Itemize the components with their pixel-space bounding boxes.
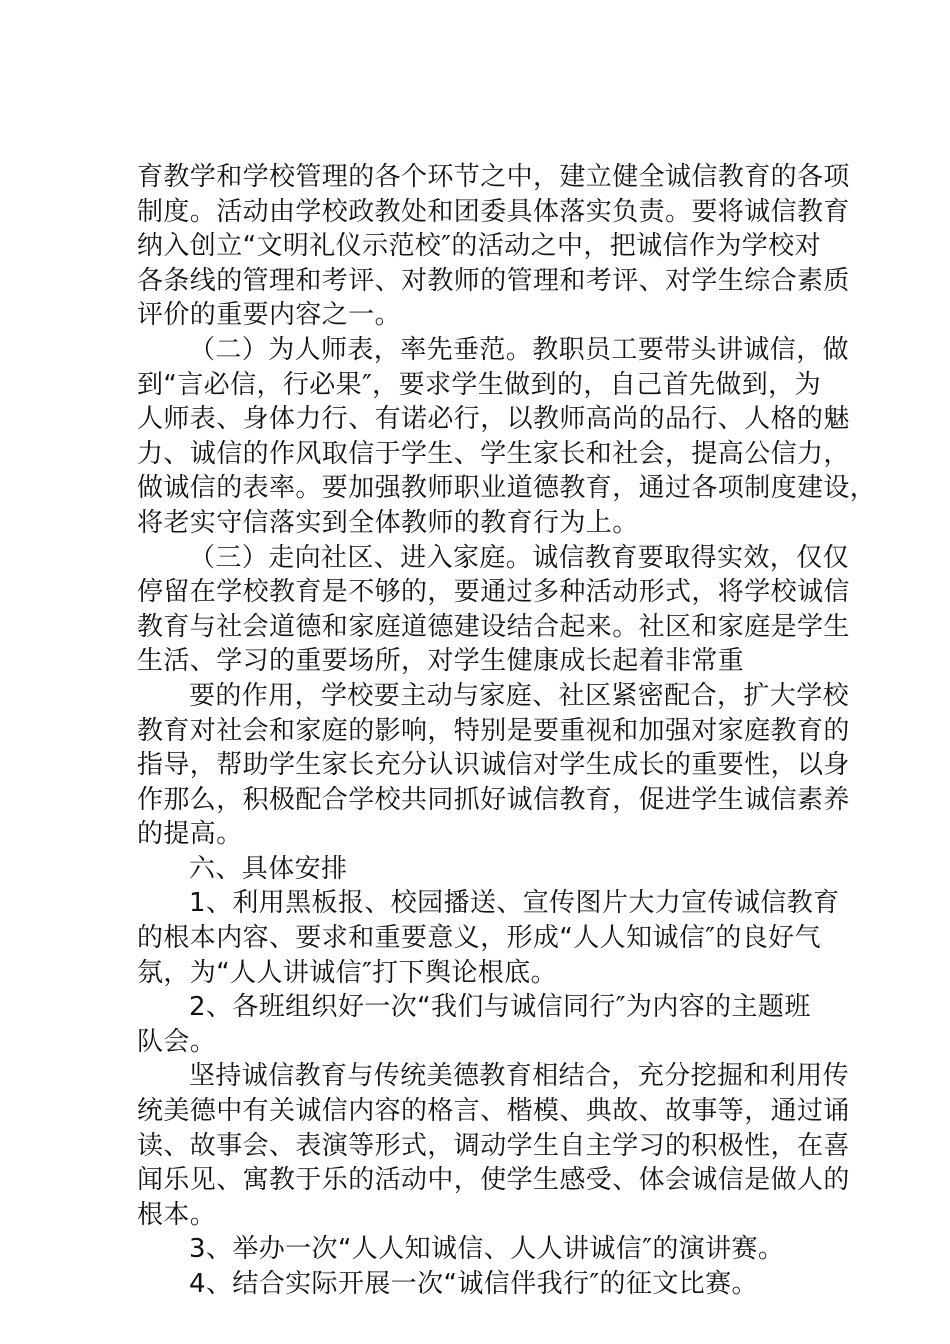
text-line: 3、举办一次“人人知诚信、人人讲诚信″的演讲赛。 <box>189 1234 785 1265</box>
text-line: 2、各班组织好一次“我们与诚信同行″为内容的主题班 <box>189 992 811 1023</box>
text-line: 停留在学校教育是不够的，要通过多种活动形式，将学校诚信 <box>137 577 850 608</box>
text-line: 要的作用，学校要主动与家庭、社区紧密配合，扩大学校 <box>189 680 850 711</box>
text-line: 到“言必信，行必果″，要求学生做到的，自己首先做到，为 <box>137 369 821 400</box>
text-line: 教育与社会道德和家庭道德建设结合起来。社区和家庭是学生 <box>137 611 850 642</box>
text-line: 将老实守信落实到全体教师的教育行为上。 <box>137 507 639 538</box>
text-line: 制度。活动由学校政教处和团委具体落实负责。要将诚信教育 <box>137 196 850 227</box>
text-line: 的根本内容、要求和重要意义，形成“人人知诚信″的良好气 <box>137 923 821 954</box>
text-line: 闻乐见、寓教于乐的活动中，使学生感受、体会诚信是做人的 <box>137 1165 850 1196</box>
text-line: 生活、学习的重要场所，对学生健康成长起着非常重 <box>137 646 745 677</box>
text-line: （二）为人师表，率先垂范。教职员工要带头讲诚信，做 <box>189 334 850 365</box>
text-line: 六、具体安排 <box>189 853 348 884</box>
text-line: 坚持诚信教育与传统美德教育相结合，充分挖掘和利用传 <box>189 1061 850 1092</box>
text-line: 统美德中有关诚信内容的格言、楷模、典故、故事等，通过诵 <box>137 1096 850 1127</box>
text-line: 的提高。 <box>137 819 243 850</box>
text-line: 纳入创立“文明礼仪示范校″的活动之中，把诚信作为学校对 <box>137 231 821 262</box>
text-line: 各条线的管理和考评、对教师的管理和考评、对学生综合素质 <box>137 265 850 296</box>
text-line: （三）走向社区、进入家庭。诚信教育要取得实效，仅仅 <box>189 542 850 573</box>
text-line: 人师表、身体力行、有诺必行，以教师高尚的品行、人格的魅 <box>137 404 850 435</box>
text-line: 根本。 <box>137 1199 217 1230</box>
text-line: 做诚信的表率。要加强教师职业道德教育，通过各项制度建设， <box>137 473 877 504</box>
text-line: 评价的重要内容之一。 <box>137 300 402 331</box>
text-line: 4、结合实际开展一次“诚信伴我行″的征文比赛。 <box>189 1269 758 1299</box>
text-line: 读、故事会、表演等形式，调动学生自主学习的积极性，在喜 <box>137 1130 850 1161</box>
text-line: 作那么，积极配合学校共同抓好诚信教育，促进学生诚信素养 <box>137 784 850 815</box>
text-line: 队会。 <box>137 1026 217 1057</box>
text-line: 育教学和学校管理的各个环节之中，建立健全诚信教育的各项 <box>137 162 850 192</box>
text-line: 氛，为“人人讲诚信″打下舆论根底。 <box>137 957 557 988</box>
text-line: 教育对社会和家庭的影响，特别是要重视和加强对家庭教育的 <box>137 715 850 746</box>
document-body <box>137 160 877 1302</box>
text-line: 力、诚信的作风取信于学生、学生家长和社会，提高公信力， <box>137 438 850 469</box>
text-line: 指导，帮助学生家长充分认识诚信对学生成长的重要性，以身 <box>137 750 850 781</box>
text-line: 1、利用黑板报、校园播送、宣传图片大力宣传诚信教育 <box>189 888 840 919</box>
